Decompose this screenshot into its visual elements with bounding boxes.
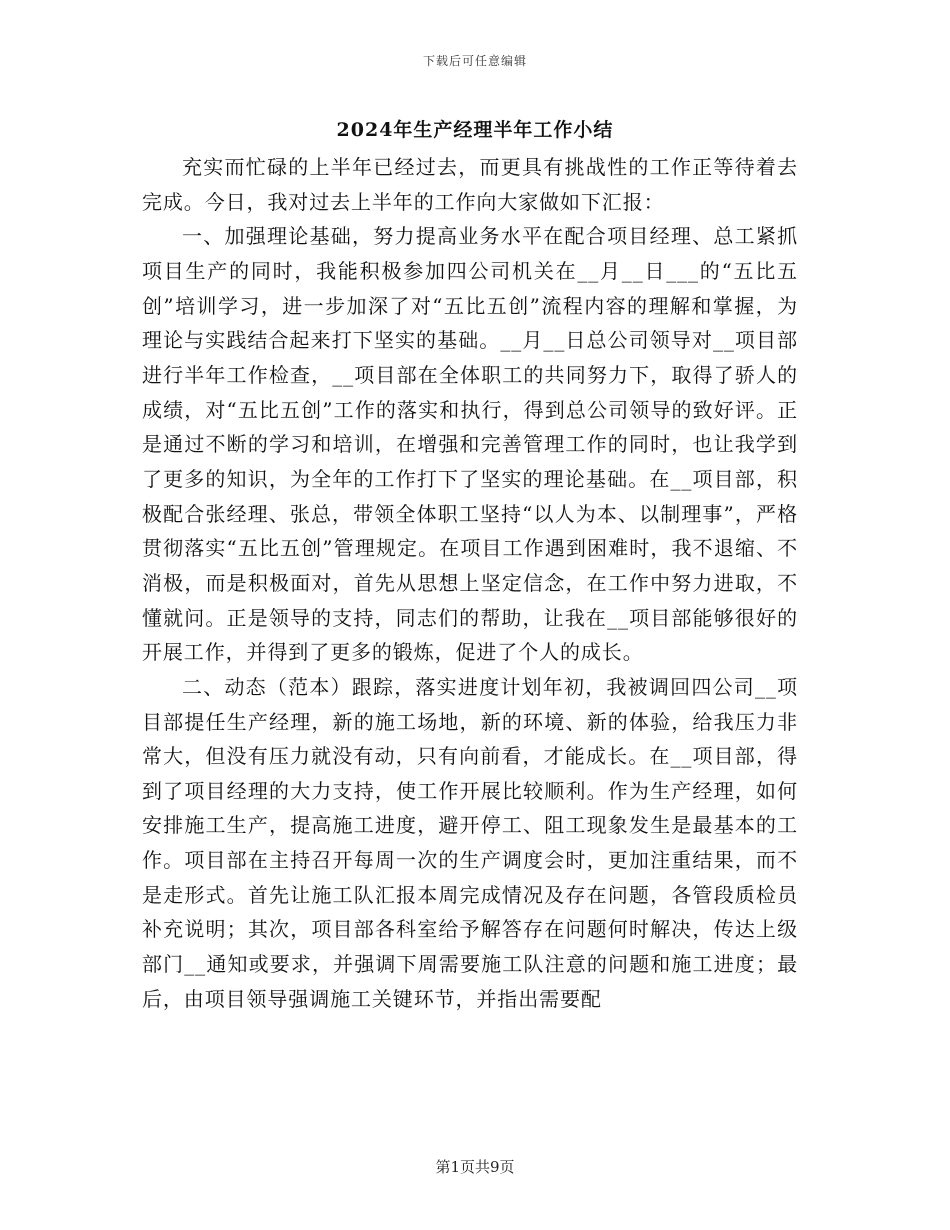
page-number: 第1页共9页 [435, 1158, 515, 1176]
paragraph-section-one: 一、加强理论基础，努力提高业务水平在配合项目经理、总工紧抓项目生产的同时，我能积极参加四公司机关在__月__日___的“五比五创”培训学习，进一步加深了对“五比五创”流程内容的理解和掌握，为理论与实践结合起来打下坚实的基础。__月__日总公司领导对__项目部进行半年工作检查，__项目部在全体职工的共同努力下，取得了骄人的成绩，对“五比五创”工作的落实和执行，得到总公司领导的致好评。正是通过不断的学习和培训，在增强和完善管理工作的同时，也让我学到了更多的知识，为全年的工作打下了坚实的理论基础。在__项目部，积极配合张经理、张总，带领全体职工坚持“以人为本、以制理事”，严格贯彻落实“五比五创”管理规定。在项目工作遇到困难时，我不退缩、不消极，而是积极面对，首先从思想上坚定信念，在工作中努力进取，不懂就问。正是领导的支持，同志们的帮助，让我在__项目部能够很好的开展工作，并得到了更多的锻炼，促进了个人的成长。 [142, 224, 798, 665]
header-note: 下载后可任意编辑 [422, 54, 527, 68]
document-body [142, 150, 798, 1016]
document-title: 2024年生产经理半年工作小结 [336, 119, 614, 141]
paragraph-intro: 充实而忙碌的上半年已经过去，而更具有挑战性的工作正等待着去完成。今日，我对过去上半年的工作向大家做如下汇报： [142, 155, 798, 214]
paragraph-section-two: 二、动态（范本）跟踪，落实进度计划年初，我被调回四公司__项目部提任生产经理，新的施工场地，新的环境、新的体验，给我压力非常大，但没有压力就没有动，只有向前看，才能成长。在__项目部，得到了项目经理的大力支持，使工作开展比较顺利。作为生产经理，如何安排施工生产，提高施工进度，避开停工、阻工现象发生是最基本的工作。项目部在主持召开每周一次的生产调度会时，更加注重结果，而不是走形式。首先让施工队汇报本周完成情况及存在问题，各管段质检员补充说明；其次，项目部各科室给予解答存在问题何时解决，传达上级部门__通知或要求，并强调下周需要施工队注意的问题和施工进度；最后，由项目领导强调施工关键环节，并指出需要配 [142, 674, 798, 1011]
